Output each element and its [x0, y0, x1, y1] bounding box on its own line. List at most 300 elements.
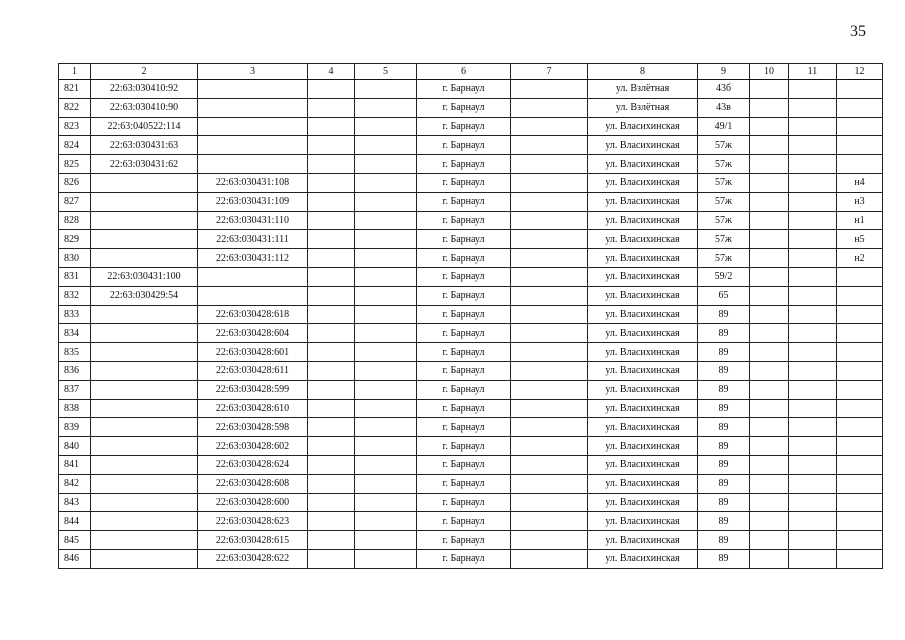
settlement-cell: г. Барнаул: [417, 173, 511, 192]
premise-mark-cell: [837, 117, 883, 136]
column-5-cell: [355, 80, 417, 99]
house-number-cell: 57ж: [698, 230, 750, 249]
column-5-cell: [355, 474, 417, 493]
house-number-cell: 89: [698, 418, 750, 437]
sub-cadastral-number-cell: 22:63:030428:622: [198, 549, 308, 568]
column-header-10: 10: [750, 64, 789, 80]
column-7-cell: [511, 249, 588, 268]
column-5-cell: [355, 173, 417, 192]
cadastral-number-cell: [91, 343, 198, 362]
settlement-cell: г. Барнаул: [417, 437, 511, 456]
house-number-cell: 89: [698, 512, 750, 531]
house-number-cell: 89: [698, 324, 750, 343]
cadastral-number-cell: [91, 455, 198, 474]
column-10-cell: [750, 549, 789, 568]
row-number-cell: 838: [59, 399, 91, 418]
column-10-cell: [750, 80, 789, 99]
column-5-cell: [355, 249, 417, 268]
house-number-cell: 89: [698, 305, 750, 324]
table-row: [59, 155, 883, 174]
cadastral-number-cell: [91, 361, 198, 380]
column-4-cell: [308, 211, 355, 230]
cadastral-number-cell: [91, 418, 198, 437]
cadastral-number-cell: [91, 324, 198, 343]
street-cell: ул. Власихинская: [588, 117, 698, 136]
column-10-cell: [750, 455, 789, 474]
row-number-cell: 839: [59, 418, 91, 437]
premise-mark-cell: [837, 437, 883, 456]
column-11-cell: [789, 249, 837, 268]
column-5-cell: [355, 211, 417, 230]
row-number-cell: 844: [59, 512, 91, 531]
row-number-cell: 846: [59, 549, 91, 568]
premise-mark-cell: н5: [837, 230, 883, 249]
street-cell: ул. Власихинская: [588, 324, 698, 343]
house-number-cell: 57ж: [698, 136, 750, 155]
house-number-cell: 89: [698, 380, 750, 399]
table-row: [59, 474, 883, 493]
table-row: [59, 361, 883, 380]
street-cell: ул. Власихинская: [588, 380, 698, 399]
column-5-cell: [355, 98, 417, 117]
column-10-cell: [750, 361, 789, 380]
column-4-cell: [308, 324, 355, 343]
street-cell: ул. Власихинская: [588, 399, 698, 418]
column-header-12: 12: [837, 64, 883, 80]
column-5-cell: [355, 531, 417, 550]
settlement-cell: г. Барнаул: [417, 324, 511, 343]
house-number-cell: 49/1: [698, 117, 750, 136]
premise-mark-cell: н1: [837, 211, 883, 230]
column-10-cell: [750, 192, 789, 211]
cadastral-number-cell: [91, 531, 198, 550]
house-number-cell: 89: [698, 399, 750, 418]
table-row: [59, 343, 883, 362]
sub-cadastral-number-cell: 22:63:030428:600: [198, 493, 308, 512]
column-4-cell: [308, 286, 355, 305]
column-7-cell: [511, 549, 588, 568]
premise-mark-cell: [837, 418, 883, 437]
premise-mark-cell: [837, 136, 883, 155]
street-cell: ул. Власихинская: [588, 192, 698, 211]
column-11-cell: [789, 211, 837, 230]
premise-mark-cell: [837, 343, 883, 362]
cadastral-number-cell: 22:63:030429:54: [91, 286, 198, 305]
column-10-cell: [750, 493, 789, 512]
column-5-cell: [355, 192, 417, 211]
row-number-cell: 841: [59, 455, 91, 474]
table-row: [59, 418, 883, 437]
column-11-cell: [789, 136, 837, 155]
settlement-cell: г. Барнаул: [417, 305, 511, 324]
sub-cadastral-number-cell: [198, 98, 308, 117]
row-number-cell: 843: [59, 493, 91, 512]
column-5-cell: [355, 343, 417, 362]
settlement-cell: г. Барнаул: [417, 249, 511, 268]
column-7-cell: [511, 173, 588, 192]
street-cell: ул. Власихинская: [588, 305, 698, 324]
premise-mark-cell: н4: [837, 173, 883, 192]
house-number-cell: 57ж: [698, 155, 750, 174]
sub-cadastral-number-cell: [198, 80, 308, 99]
column-header-3: 3: [198, 64, 308, 80]
house-number-cell: 89: [698, 437, 750, 456]
settlement-cell: г. Барнаул: [417, 512, 511, 531]
column-11-cell: [789, 474, 837, 493]
page-number: 35: [850, 23, 866, 40]
column-4-cell: [308, 80, 355, 99]
column-4-cell: [308, 380, 355, 399]
column-header-9: 9: [698, 64, 750, 80]
column-10-cell: [750, 249, 789, 268]
table-row: [59, 192, 883, 211]
column-7-cell: [511, 493, 588, 512]
column-5-cell: [355, 512, 417, 531]
premise-mark-cell: [837, 512, 883, 531]
column-4-cell: [308, 343, 355, 362]
table-row: [59, 173, 883, 192]
column-11-cell: [789, 455, 837, 474]
house-number-cell: 89: [698, 343, 750, 362]
premise-mark-cell: [837, 80, 883, 99]
column-5-cell: [355, 493, 417, 512]
column-5-cell: [355, 324, 417, 343]
column-5-cell: [355, 361, 417, 380]
column-7-cell: [511, 136, 588, 155]
column-11-cell: [789, 361, 837, 380]
column-10-cell: [750, 230, 789, 249]
column-4-cell: [308, 474, 355, 493]
column-5-cell: [355, 305, 417, 324]
premise-mark-cell: [837, 399, 883, 418]
column-10-cell: [750, 343, 789, 362]
sub-cadastral-number-cell: 22:63:030431:111: [198, 230, 308, 249]
sub-cadastral-number-cell: 22:63:030428:611: [198, 361, 308, 380]
column-5-cell: [355, 549, 417, 568]
row-number-cell: 845: [59, 531, 91, 550]
table-body: [59, 80, 883, 569]
cadastral-number-cell: [91, 474, 198, 493]
register-table: [58, 63, 883, 569]
sub-cadastral-number-cell: 22:63:030428:599: [198, 380, 308, 399]
premise-mark-cell: [837, 98, 883, 117]
premise-mark-cell: [837, 305, 883, 324]
sub-cadastral-number-cell: 22:63:030428:624: [198, 455, 308, 474]
table-row: [59, 80, 883, 99]
street-cell: ул. Власихинская: [588, 474, 698, 493]
cadastral-number-cell: 22:63:040522:114: [91, 117, 198, 136]
row-number-cell: 835: [59, 343, 91, 362]
column-5-cell: [355, 437, 417, 456]
cadastral-number-cell: [91, 211, 198, 230]
table-row: [59, 267, 883, 286]
column-10-cell: [750, 286, 789, 305]
row-number-cell: 834: [59, 324, 91, 343]
column-5-cell: [355, 380, 417, 399]
street-cell: ул. Власихинская: [588, 211, 698, 230]
table-row: [59, 249, 883, 268]
column-11-cell: [789, 380, 837, 399]
cadastral-number-cell: [91, 249, 198, 268]
column-10-cell: [750, 324, 789, 343]
street-cell: ул. Власихинская: [588, 493, 698, 512]
column-10-cell: [750, 474, 789, 493]
house-number-cell: 59/2: [698, 267, 750, 286]
premise-mark-cell: [837, 380, 883, 399]
column-4-cell: [308, 531, 355, 550]
column-4-cell: [308, 549, 355, 568]
column-5-cell: [355, 155, 417, 174]
house-number-cell: 57ж: [698, 211, 750, 230]
column-7-cell: [511, 230, 588, 249]
column-11-cell: [789, 155, 837, 174]
premise-mark-cell: н2: [837, 249, 883, 268]
sub-cadastral-number-cell: [198, 117, 308, 136]
table-row: [59, 211, 883, 230]
sub-cadastral-number-cell: 22:63:030431:108: [198, 173, 308, 192]
column-7-cell: [511, 98, 588, 117]
column-11-cell: [789, 512, 837, 531]
settlement-cell: г. Барнаул: [417, 192, 511, 211]
row-number-cell: 830: [59, 249, 91, 268]
table-row: [59, 98, 883, 117]
house-number-cell: 89: [698, 455, 750, 474]
table-row: [59, 324, 883, 343]
column-header-2: 2: [91, 64, 198, 80]
settlement-cell: г. Барнаул: [417, 80, 511, 99]
column-4-cell: [308, 136, 355, 155]
column-10-cell: [750, 98, 789, 117]
settlement-cell: г. Барнаул: [417, 455, 511, 474]
column-5-cell: [355, 117, 417, 136]
sub-cadastral-number-cell: 22:63:030431:112: [198, 249, 308, 268]
street-cell: ул. Власихинская: [588, 267, 698, 286]
sub-cadastral-number-cell: 22:63:030428:608: [198, 474, 308, 493]
sub-cadastral-number-cell: 22:63:030428:604: [198, 324, 308, 343]
column-11-cell: [789, 437, 837, 456]
sub-cadastral-number-cell: 22:63:030428:610: [198, 399, 308, 418]
column-7-cell: [511, 211, 588, 230]
sub-cadastral-number-cell: [198, 267, 308, 286]
sub-cadastral-number-cell: [198, 136, 308, 155]
sub-cadastral-number-cell: 22:63:030428:615: [198, 531, 308, 550]
settlement-cell: г. Барнаул: [417, 230, 511, 249]
column-10-cell: [750, 155, 789, 174]
cadastral-number-cell: [91, 512, 198, 531]
column-7-cell: [511, 286, 588, 305]
column-header-6: 6: [417, 64, 511, 80]
house-number-cell: 89: [698, 549, 750, 568]
table-row: [59, 117, 883, 136]
settlement-cell: г. Барнаул: [417, 549, 511, 568]
house-number-cell: 89: [698, 531, 750, 550]
cadastral-number-cell: [91, 493, 198, 512]
column-10-cell: [750, 117, 789, 136]
row-number-cell: 840: [59, 437, 91, 456]
column-4-cell: [308, 399, 355, 418]
settlement-cell: г. Барнаул: [417, 211, 511, 230]
cadastral-number-cell: 22:63:030410:92: [91, 80, 198, 99]
column-7-cell: [511, 117, 588, 136]
column-11-cell: [789, 173, 837, 192]
column-5-cell: [355, 399, 417, 418]
column-11-cell: [789, 80, 837, 99]
cadastral-number-cell: 22:63:030431:62: [91, 155, 198, 174]
table-row: [59, 136, 883, 155]
column-7-cell: [511, 380, 588, 399]
row-number-cell: 833: [59, 305, 91, 324]
settlement-cell: г. Барнаул: [417, 418, 511, 437]
house-number-cell: 43в: [698, 98, 750, 117]
column-7-cell: [511, 531, 588, 550]
column-5-cell: [355, 267, 417, 286]
column-7-cell: [511, 155, 588, 174]
table-row: [59, 399, 883, 418]
column-11-cell: [789, 549, 837, 568]
house-number-cell: 57ж: [698, 249, 750, 268]
premise-mark-cell: [837, 549, 883, 568]
cadastral-number-cell: [91, 192, 198, 211]
premise-mark-cell: [837, 531, 883, 550]
table-row: [59, 455, 883, 474]
row-number-cell: 829: [59, 230, 91, 249]
table-row: [59, 380, 883, 399]
column-4-cell: [308, 192, 355, 211]
column-7-cell: [511, 418, 588, 437]
column-10-cell: [750, 531, 789, 550]
house-number-cell: 57ж: [698, 192, 750, 211]
cadastral-number-cell: 22:63:030431:100: [91, 267, 198, 286]
column-10-cell: [750, 399, 789, 418]
row-number-cell: 831: [59, 267, 91, 286]
column-7-cell: [511, 361, 588, 380]
cadastral-number-cell: [91, 399, 198, 418]
sub-cadastral-number-cell: 22:63:030431:109: [198, 192, 308, 211]
house-number-cell: 65: [698, 286, 750, 305]
column-7-cell: [511, 437, 588, 456]
column-7-cell: [511, 474, 588, 493]
column-header-7: 7: [511, 64, 588, 80]
column-11-cell: [789, 286, 837, 305]
settlement-cell: г. Барнаул: [417, 343, 511, 362]
row-number-cell: 828: [59, 211, 91, 230]
cadastral-number-cell: 22:63:030431:63: [91, 136, 198, 155]
street-cell: ул. Власихинская: [588, 286, 698, 305]
settlement-cell: г. Барнаул: [417, 286, 511, 305]
column-10-cell: [750, 380, 789, 399]
column-4-cell: [308, 493, 355, 512]
column-4-cell: [308, 249, 355, 268]
column-7-cell: [511, 192, 588, 211]
column-4-cell: [308, 305, 355, 324]
settlement-cell: г. Барнаул: [417, 98, 511, 117]
street-cell: ул. Взлётная: [588, 98, 698, 117]
street-cell: ул. Власихинская: [588, 361, 698, 380]
row-number-cell: 837: [59, 380, 91, 399]
house-number-cell: 89: [698, 361, 750, 380]
table-row: [59, 230, 883, 249]
column-7-cell: [511, 267, 588, 286]
sub-cadastral-number-cell: 22:63:030428:623: [198, 512, 308, 531]
settlement-cell: г. Барнаул: [417, 380, 511, 399]
column-11-cell: [789, 343, 837, 362]
premise-mark-cell: [837, 455, 883, 474]
column-4-cell: [308, 117, 355, 136]
table-row: [59, 437, 883, 456]
settlement-cell: г. Барнаул: [417, 155, 511, 174]
row-number-cell: 842: [59, 474, 91, 493]
column-4-cell: [308, 455, 355, 474]
column-11-cell: [789, 267, 837, 286]
column-4-cell: [308, 98, 355, 117]
street-cell: ул. Власихинская: [588, 455, 698, 474]
house-number-cell: 89: [698, 493, 750, 512]
row-number-cell: 836: [59, 361, 91, 380]
row-number-cell: 825: [59, 155, 91, 174]
cadastral-number-cell: [91, 549, 198, 568]
street-cell: ул. Власихинская: [588, 173, 698, 192]
table-row: [59, 305, 883, 324]
column-4-cell: [308, 437, 355, 456]
column-7-cell: [511, 343, 588, 362]
column-4-cell: [308, 361, 355, 380]
cadastral-number-cell: [91, 437, 198, 456]
column-11-cell: [789, 493, 837, 512]
row-number-cell: 824: [59, 136, 91, 155]
sub-cadastral-number-cell: 22:63:030431:110: [198, 211, 308, 230]
settlement-cell: г. Барнаул: [417, 474, 511, 493]
column-11-cell: [789, 192, 837, 211]
column-header-5: 5: [355, 64, 417, 80]
column-11-cell: [789, 531, 837, 550]
column-4-cell: [308, 230, 355, 249]
house-number-cell: 43б: [698, 80, 750, 99]
settlement-cell: г. Барнаул: [417, 136, 511, 155]
cadastral-number-cell: 22:63:030410:90: [91, 98, 198, 117]
street-cell: ул. Власихинская: [588, 418, 698, 437]
column-11-cell: [789, 418, 837, 437]
column-11-cell: [789, 98, 837, 117]
sub-cadastral-number-cell: [198, 286, 308, 305]
street-cell: ул. Власихинская: [588, 531, 698, 550]
street-cell: ул. Власихинская: [588, 249, 698, 268]
table-row: [59, 512, 883, 531]
column-11-cell: [789, 117, 837, 136]
column-7-cell: [511, 80, 588, 99]
column-4-cell: [308, 173, 355, 192]
column-4-cell: [308, 418, 355, 437]
column-4-cell: [308, 155, 355, 174]
house-number-cell: 57ж: [698, 173, 750, 192]
premise-mark-cell: н3: [837, 192, 883, 211]
column-10-cell: [750, 136, 789, 155]
column-10-cell: [750, 512, 789, 531]
settlement-cell: г. Барнаул: [417, 399, 511, 418]
street-cell: ул. Власихинская: [588, 437, 698, 456]
street-cell: ул. Взлётная: [588, 80, 698, 99]
premise-mark-cell: [837, 474, 883, 493]
column-11-cell: [789, 399, 837, 418]
column-10-cell: [750, 305, 789, 324]
row-number-cell: 827: [59, 192, 91, 211]
column-7-cell: [511, 455, 588, 474]
street-cell: ул. Власихинская: [588, 155, 698, 174]
cadastral-number-cell: [91, 380, 198, 399]
row-number-cell: 821: [59, 80, 91, 99]
header-row: [59, 64, 883, 80]
premise-mark-cell: [837, 361, 883, 380]
sub-cadastral-number-cell: 22:63:030428:598: [198, 418, 308, 437]
